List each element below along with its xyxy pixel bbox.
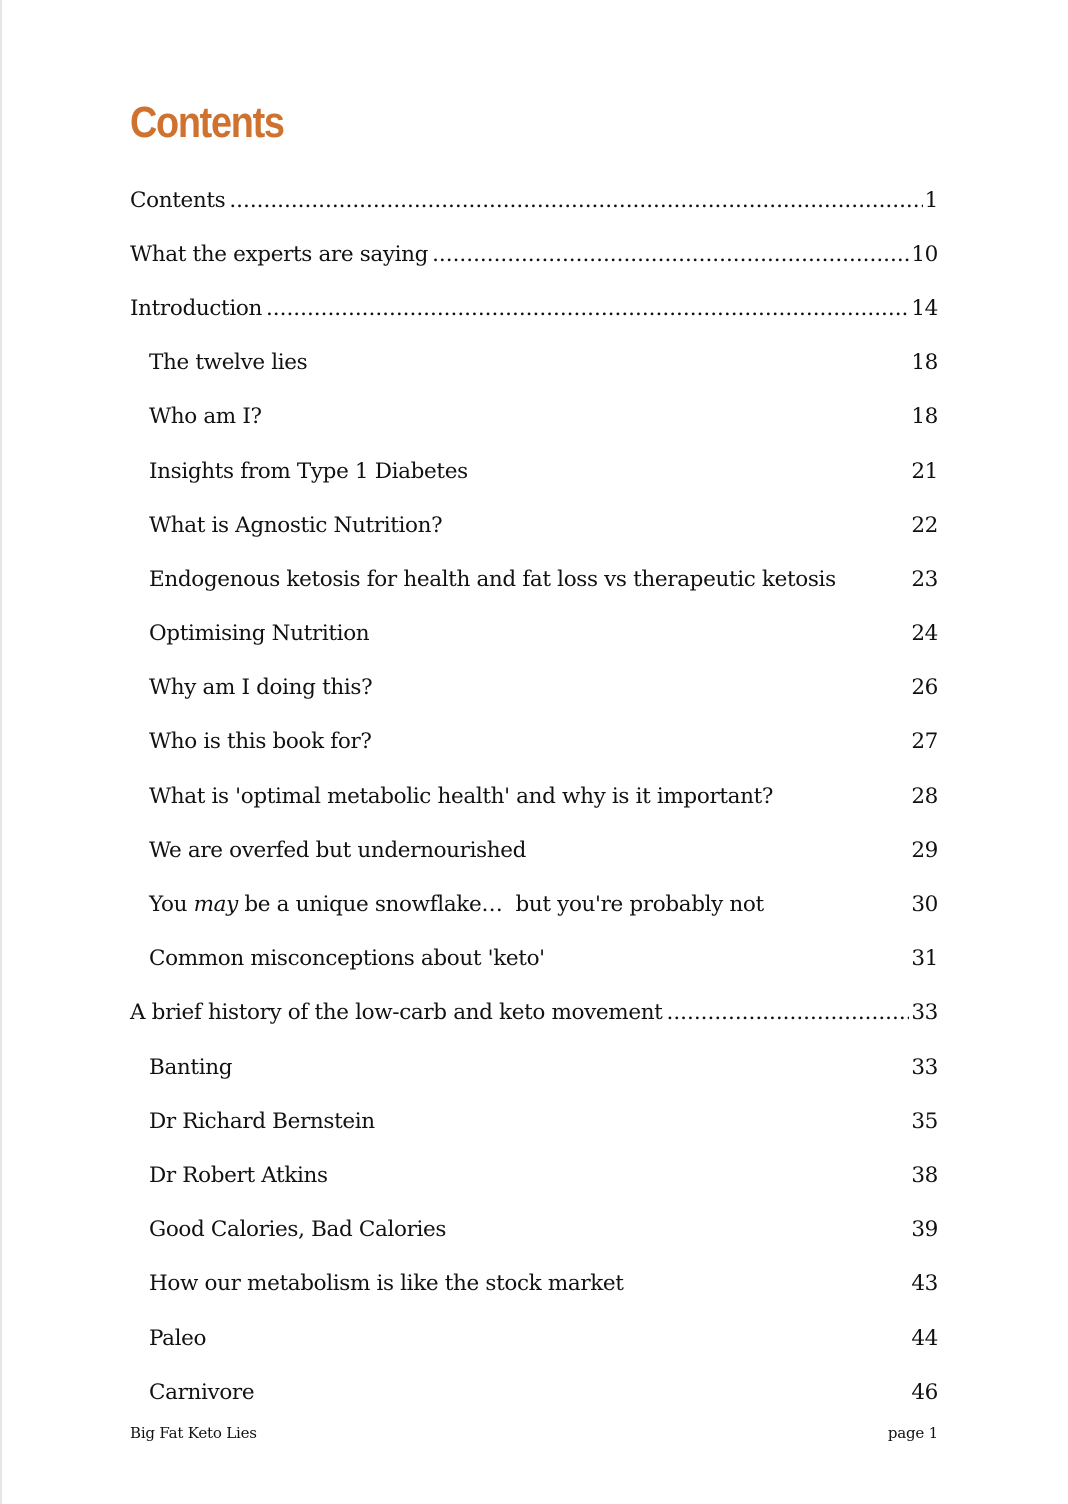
toc-entry-page: 44	[911, 1325, 938, 1351]
toc-entry-page: 18	[911, 404, 938, 430]
toc-entry-page: 14	[911, 295, 938, 321]
toc-subentry-carnivore[interactable]	[130, 1365, 938, 1419]
footer-book-title: Big Fat Keto Lies	[130, 1424, 257, 1442]
toc-entry-experts[interactable]	[130, 227, 938, 281]
toc-entry-title: Common misconceptions about 'keto'	[149, 946, 545, 972]
toc-entry-page: 39	[911, 1217, 938, 1243]
toc-subentry-type-1-diabetes[interactable]	[130, 444, 938, 498]
dot-leader	[666, 1000, 909, 1025]
toc-entry-title: Endogenous ketosis for health and fat loss vs therapeutic ketosis	[149, 566, 836, 592]
toc-entry-title: A brief history of the low-carb and keto movement	[130, 1000, 663, 1026]
toc-entry-page: 22	[911, 512, 938, 538]
toc-subentry-twelve-lies[interactable]	[130, 336, 938, 390]
toc-entry-brief-history[interactable]	[130, 986, 938, 1040]
toc-subentry-why-am-i-doing-this[interactable]	[130, 661, 938, 715]
toc-entry-title: Optimising Nutrition	[149, 621, 370, 647]
toc-subentry-atkins[interactable]	[130, 1148, 938, 1202]
toc-subentry-who-is-this-book-for[interactable]	[130, 715, 938, 769]
toc-entry-title: We are overfed but undernourished	[149, 837, 527, 863]
toc-entry-title: Paleo	[149, 1325, 207, 1351]
footer-page-number: page 1	[887, 1424, 938, 1442]
toc-entry-page: 29	[911, 837, 938, 863]
toc-subentry-optimising-nutrition[interactable]	[130, 607, 938, 661]
toc-entry-title: Dr Richard Bernstein	[149, 1108, 375, 1134]
toc-entry-title: Dr Robert Atkins	[149, 1162, 328, 1188]
toc-entry-title: Contents	[130, 187, 226, 213]
toc-entry-page: 24	[911, 621, 938, 647]
toc-entry-title: Banting	[149, 1054, 233, 1080]
toc-subentry-common-misconceptions[interactable]	[130, 932, 938, 986]
dot-leader	[432, 242, 909, 267]
toc-entry-title: Insights from Type 1 Diabetes	[149, 458, 468, 484]
toc-subentry-optimal-metabolic-health[interactable]	[130, 769, 938, 823]
toc-entry-page: 21	[911, 458, 938, 484]
toc-entry-page: 31	[911, 946, 938, 972]
toc-subentry-endogenous-ketosis[interactable]	[130, 552, 938, 606]
toc-entry-title: The twelve lies	[149, 350, 308, 376]
toc-entry-title: What is Agnostic Nutrition?	[149, 512, 443, 538]
toc-entry-page: 35	[911, 1108, 938, 1134]
toc-subentry-paleo[interactable]	[130, 1311, 938, 1365]
toc-entry-title: What is 'optimal metabolic health' and why is it important?	[149, 783, 774, 809]
page-footer	[130, 1424, 938, 1442]
dot-leader	[266, 296, 909, 321]
toc-entry-title: Introduction	[130, 295, 262, 321]
toc-entry-page: 46	[911, 1379, 938, 1405]
page-title: Contents	[130, 98, 284, 147]
toc-entry-title: Why am I doing this?	[149, 675, 373, 701]
toc-entry-title: Who is this book for?	[149, 729, 372, 755]
toc-entry-title-end: be a unique snowflake… but you're probably not	[237, 892, 764, 918]
toc-entry-title-emphasis: may	[193, 892, 238, 918]
page-edge	[0, 0, 2, 1504]
toc-subentry-overfed-undernourished[interactable]	[130, 823, 938, 877]
toc-entry-page: 38	[911, 1162, 938, 1188]
toc-entry-title: What the experts are saying	[130, 241, 429, 267]
toc-subentry-agnostic-nutrition[interactable]	[130, 498, 938, 552]
toc-subentry-unique-snowflake[interactable]	[130, 877, 938, 931]
toc-subentry-who-am-i[interactable]	[130, 390, 938, 444]
toc-entry-page: 30	[911, 892, 938, 918]
toc-entry-page: 28	[911, 783, 938, 809]
toc-subentry-stock-market[interactable]	[130, 1257, 938, 1311]
toc-entry-page: 33	[911, 1000, 938, 1026]
toc-entry-title: Carnivore	[149, 1379, 255, 1405]
toc-entry-page: 27	[911, 729, 938, 755]
toc-entry-title: Who am I?	[149, 404, 262, 430]
toc-entry-title: Good Calories, Bad Calories	[149, 1217, 447, 1243]
toc-entry-title: How our metabolism is like the stock market	[149, 1271, 624, 1297]
toc-entry-page: 43	[911, 1271, 938, 1297]
toc-subentry-bernstein[interactable]	[130, 1094, 938, 1148]
toc-entry-title-start: You	[149, 892, 194, 918]
toc-entry-introduction[interactable]	[130, 281, 938, 335]
toc-entry-title	[149, 892, 764, 917]
toc-entry-page: 18	[911, 350, 938, 376]
toc-entry-page: 33	[911, 1054, 938, 1080]
toc-subentry-good-calories[interactable]	[130, 1203, 938, 1257]
toc-subentry-banting[interactable]	[130, 1040, 938, 1094]
toc-entry-page: 23	[911, 566, 938, 592]
toc-entry-page: 26	[911, 675, 938, 701]
table-of-contents	[130, 173, 938, 1419]
toc-entry-contents[interactable]	[130, 173, 938, 227]
dot-leader	[229, 188, 922, 213]
toc-entry-page: 10	[911, 241, 938, 267]
toc-entry-page: 1	[924, 187, 938, 213]
